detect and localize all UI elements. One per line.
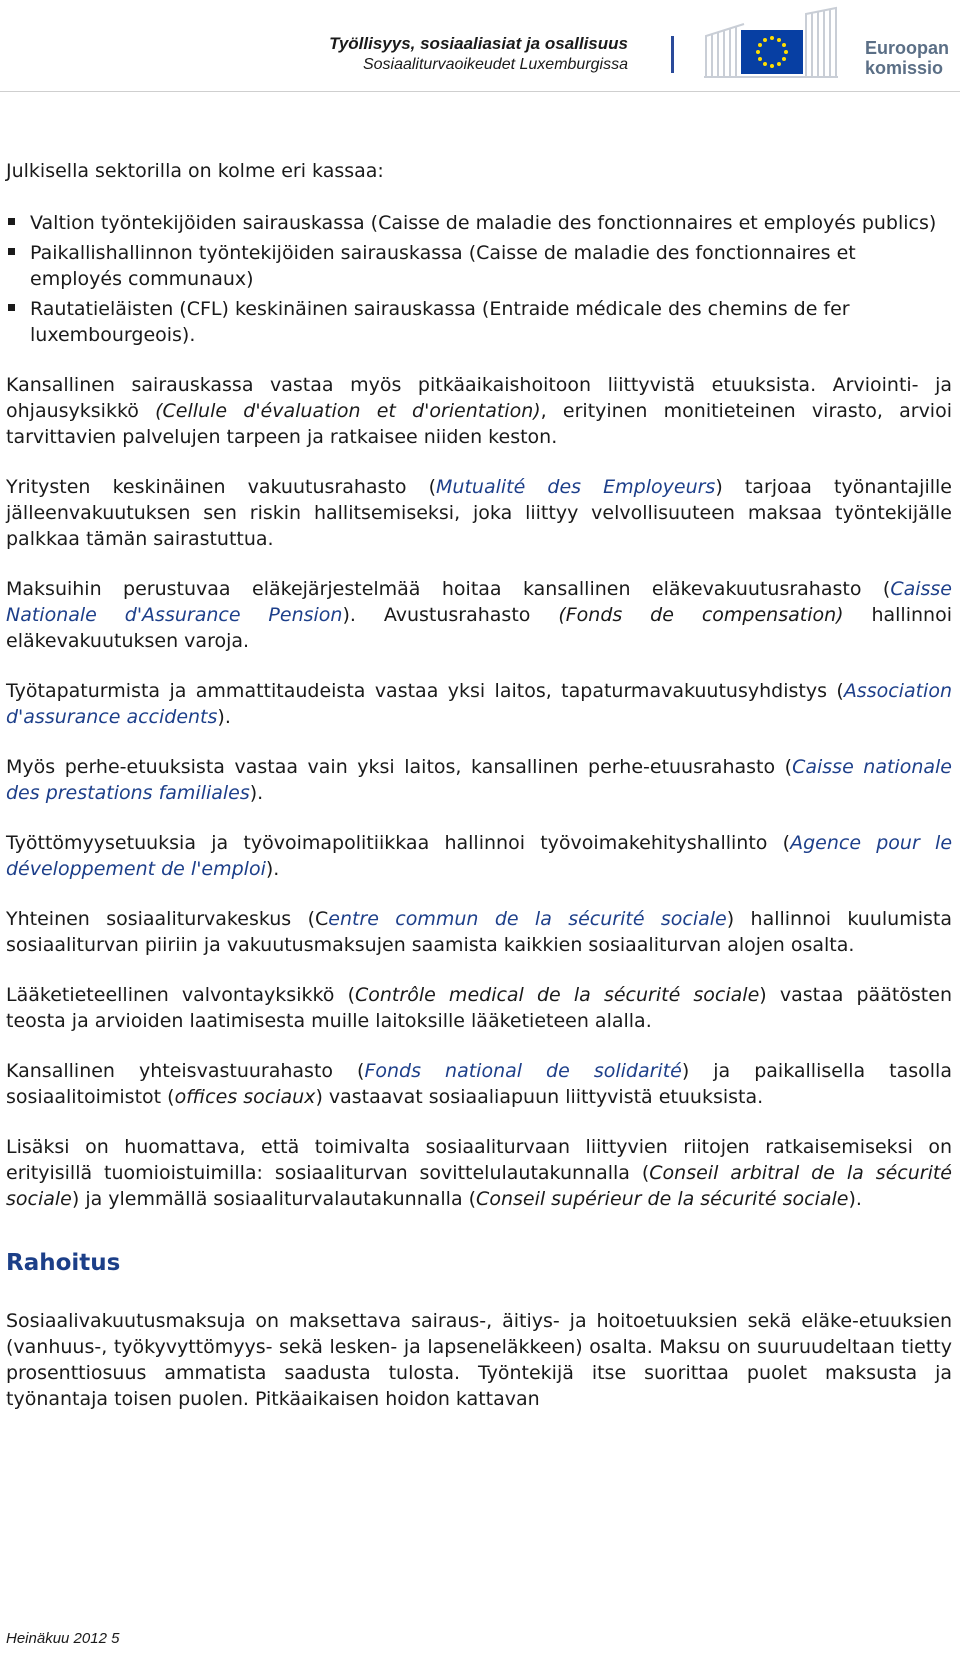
- dg-title: Työllisyys, sosiaaliasiat ja osallisuus: [329, 34, 628, 53]
- bullet-icon: [8, 218, 15, 225]
- list-item-text: Paikallishallinnon työntekijöiden sairauskassa (Caisse de maladie des fonctionnaires et employés communaux): [30, 242, 856, 290]
- document-subtitle: Sosiaaliturvaoikeudet Luxemburgissa: [362, 56, 628, 73]
- bullet-icon: [8, 248, 15, 255]
- page-header: [0, 0, 960, 92]
- paragraph-medical-control: Lääketieteellinen valvontayksikkö (Contrôle medical de la sécurité sociale) vastaa päätösten teosta ja arvioiden laatimisesta muille laitoksille lääketieteen alalla.: [6, 984, 952, 1032]
- intro-paragraph: Julkisella sektorilla on kolme eri kassaa:: [6, 160, 384, 182]
- paragraph-accidents: Työtapaturmista ja ammattitaudeista vastaa yksi laitos, tapaturmavakuutusyhdistys (Association d'assurance accidents).: [6, 680, 952, 728]
- eu-flag-icon: [741, 30, 803, 74]
- section-heading: Rahoitus: [6, 1250, 121, 1276]
- list-item-text: Rautatieläisten (CFL) keskinäinen sairauskassa (Entraide médicale des chemins de fer luxembourgeois).: [30, 298, 850, 346]
- paragraph-financing: Sosiaalivakuutusmaksuja on maksettava sairaus-, äitiys- ja hoitoetuuksien sekä eläke-etuuksien (vanhuus-, työkyvyttömyys- sekä lesken- ja lapseneläkkeen) osalta. Maksu on suuruudeltaan tietty prosenttiosuus ammatista saadusta tulosta. Työntekijä itse suorittaa puolet maksusta ja työnantaja toisen puolen. Pitkäaikaisen hoidon kattavan: [6, 1310, 952, 1410]
- european-commission-logo-text: [865, 38, 949, 78]
- ec-name-line1: Euroopan: [865, 38, 949, 58]
- list-item-text: Valtion työntekijöiden sairauskassa (Caisse de maladie des fonctionnaires et employés publics): [30, 212, 937, 234]
- bullet-icon: [8, 304, 15, 311]
- paragraph-employers-mutual: Yritysten keskinäinen vakuutusrahasto (Mutualité des Employeurs) tarjoaa työnantajille jälleenvakuutuksen sen riskin hallitsemiseksi, joka liittyy velvollisuuteen maksaa työntekijälle palkkaa tämän sairastuttua.: [6, 476, 952, 550]
- paragraph-common-centre: Yhteinen sosiaaliturvakeskus (Centre commun de la sécurité sociale) hallinnoi kuulumista sosiaaliturvan piiriin ja vakuutusmaksujen saamista kaikkien sosiaaliturvan alojen osalta.: [6, 908, 952, 956]
- document-body: [6, 158, 952, 1412]
- paragraph-disputes: Lisäksi on huomattava, että toimivalta sosiaaliturvaan liittyvien riitojen ratkaisemiseksi on erityisillä tuomioistuimilla: sosiaaliturvan sovittelulautakunnalla (Conseil arbitral de la sécurité sociale) ja ylemmällä sosiaaliturvalautakunnalla (Conseil supérieur de la sécurité sociale).: [6, 1136, 952, 1210]
- fund-list: [6, 210, 952, 348]
- paragraph-unemployment: Työttömyysetuuksia ja työvoimapolitiikkaa hallinnoi työvoimakehityshallinto (Agence pour le développement de l'emploi).: [6, 832, 953, 880]
- paragraph-solidarity-fund: Kansallinen yhteisvastuurahasto (Fonds national de solidarité) ja paikallisella tasolla sosiaalitoimistot (offices sociaux) vastaavat sosiaaliapuun liittyvistä etuuksista.: [6, 1060, 952, 1108]
- paragraph-family-benefits: Myös perhe-etuuksista vastaa vain yksi laitos, kansallinen perhe-etuusrahasto (Caisse nationale des prestations familiales).: [6, 756, 952, 804]
- paragraph-pension: Maksuihin perustuvaa eläkejärjestelmää hoitaa kansallinen eläkevakuutusrahasto (Caisse Nationale d'Assurance Pension). Avustusrahasto (Fonds de compensation) hallinnoi eläkevakuutuksen varoja.: [6, 578, 952, 652]
- header-separator: [671, 36, 674, 73]
- header-divider: [0, 91, 960, 92]
- list-item: [6, 240, 952, 292]
- paragraph-long-term-care: Kansallinen sairauskassa vastaa myös pitkäaikaishoitoon liittyvistä etuuksista. Arviointi- ja ohjausyksikkö (Cellule d'évaluation et d'orientation), erityinen monitieteinen virasto, arvioi tarvittavien palvelujen tarpeen ja ratkaisee niiden keston.: [6, 374, 952, 448]
- list-item: [6, 296, 952, 348]
- page-footer: Heinäkuu 2012 5: [6, 1630, 120, 1647]
- list-item: [6, 210, 952, 236]
- ec-name-line2: komissio: [865, 58, 944, 78]
